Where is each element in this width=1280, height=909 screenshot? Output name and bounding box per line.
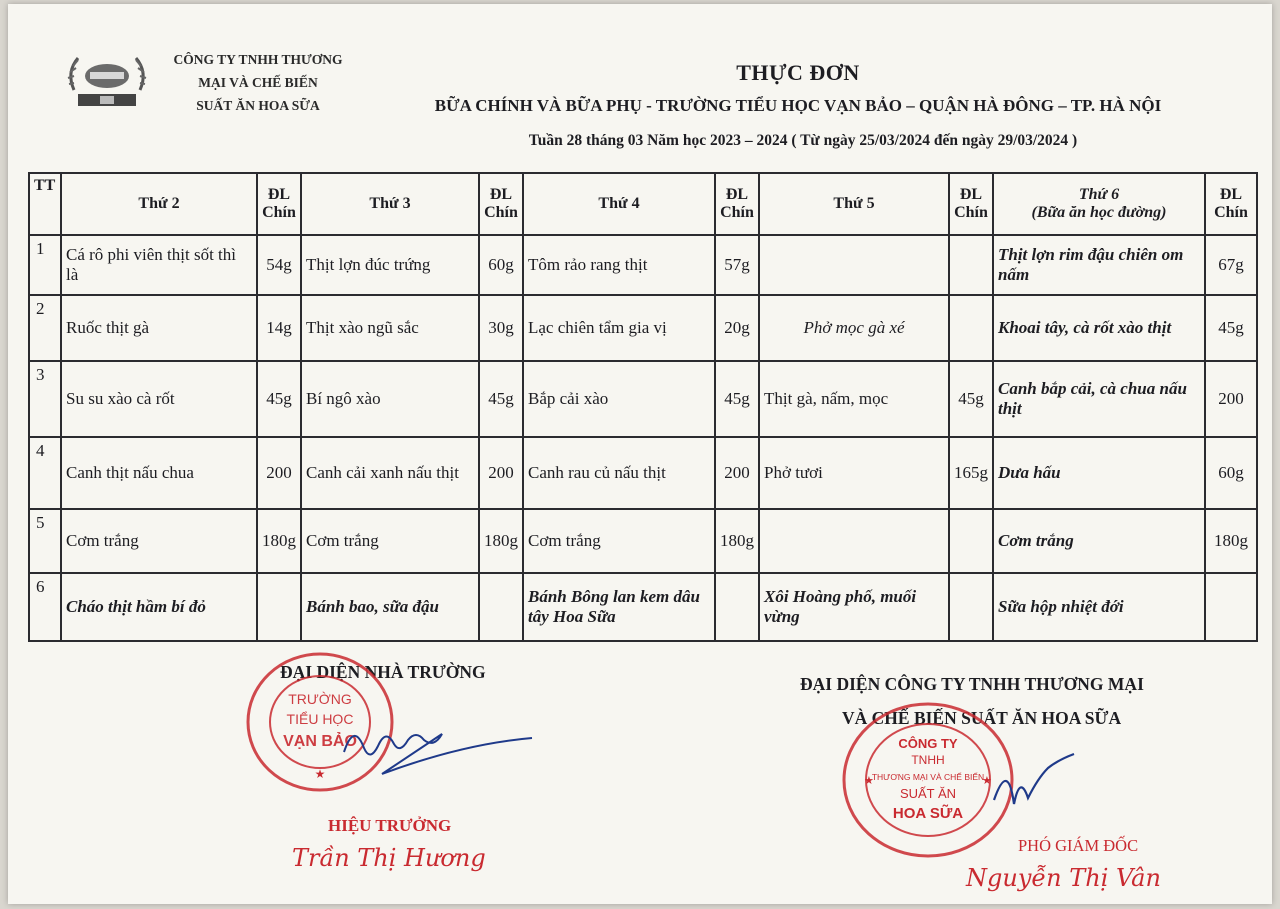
day6-qty-cell: 45g <box>1205 295 1257 361</box>
day3-qty-cell: 180g <box>479 509 523 573</box>
table-row <box>29 295 1257 361</box>
table-row <box>29 361 1257 437</box>
day3-qty-cell: 60g <box>479 235 523 295</box>
row-number-cell: 1 <box>29 235 61 295</box>
day4-qty-cell: 20g <box>715 295 759 361</box>
day6-qty-cell <box>1205 573 1257 641</box>
company-name-block <box>158 48 358 117</box>
day4-dish-cell: Cơm trắng <box>523 509 715 573</box>
day5-dish-cell: Phở tươi <box>759 437 949 509</box>
day2-qty-cell <box>257 573 301 641</box>
day2-qty-cell: 180g <box>257 509 301 573</box>
day2-dish-cell: Canh thịt nấu chua <box>61 437 257 509</box>
day5-qty-cell <box>949 573 993 641</box>
day5-dish-cell: Thịt gà, nấm, mọc <box>759 361 949 437</box>
svg-text:CÔNG TY: CÔNG TY <box>898 736 958 751</box>
table-row <box>29 573 1257 641</box>
table-row <box>29 437 1257 509</box>
day6-dish-cell: Dưa hấu <box>993 437 1205 509</box>
svg-text:TRƯỜNG: TRƯỜNG <box>288 691 352 707</box>
day5-qty-cell <box>949 295 993 361</box>
day3-qty-cell: 30g <box>479 295 523 361</box>
day4-dish-cell: Lạc chiên tẩm gia vị <box>523 295 715 361</box>
header-dl: ĐL Chín <box>1205 173 1257 235</box>
day6-dish-cell: Khoai tây, cà rốt xào thịt <box>993 295 1205 361</box>
day4-qty-cell: 200 <box>715 437 759 509</box>
header-day6-note: (Bữa ăn học đường) <box>1031 204 1167 221</box>
day5-qty-cell <box>949 235 993 295</box>
day3-dish-cell: Thịt xào ngũ sắc <box>301 295 479 361</box>
day6-qty-cell: 180g <box>1205 509 1257 573</box>
header-day5: Thứ 5 <box>759 173 949 235</box>
table-row <box>29 509 1257 573</box>
week-info: Tuần 28 tháng 03 Năm học 2023 – 2024 ( Từ ngày 25/03/2024 đến ngày 29/03/2024 ) <box>528 132 1078 149</box>
header-dl: ĐL Chín <box>257 173 301 235</box>
day2-dish-cell: Ruốc thịt gà <box>61 295 257 361</box>
header-day3: Thứ 3 <box>301 173 479 235</box>
table-row <box>29 235 1257 295</box>
day4-dish-cell: Canh rau củ nấu thịt <box>523 437 715 509</box>
header-day6-label: Thứ 6 <box>1078 186 1120 203</box>
day5-dish-cell: Xôi Hoàng phố, muối vừng <box>759 573 949 641</box>
svg-text:★: ★ <box>982 775 992 787</box>
svg-text:★: ★ <box>864 775 874 787</box>
day2-dish-cell: Cơm trắng <box>61 509 257 573</box>
day5-qty-cell: 45g <box>949 361 993 437</box>
day5-dish-cell <box>759 235 949 295</box>
day5-qty-cell: 165g <box>949 437 993 509</box>
company-line-3: SUẤT ĂN HOA SỮA <box>196 98 320 113</box>
day6-qty-cell: 60g <box>1205 437 1257 509</box>
company-rep-heading-1: ĐẠI DIỆN CÔNG TY TNHH THƯƠNG MẠI <box>800 674 1144 694</box>
header-tt: TT <box>29 173 61 235</box>
day3-qty-cell: 200 <box>479 437 523 509</box>
page-title: THỰC ĐƠN <box>736 60 860 85</box>
svg-text:SUẤT ĂN: SUẤT ĂN <box>899 786 957 801</box>
company-logo-icon <box>64 50 150 112</box>
day4-qty-cell: 57g <box>715 235 759 295</box>
day2-qty-cell: 200 <box>257 437 301 509</box>
school-signer-name: Trần Thị Hương <box>292 844 486 872</box>
svg-text:HOA SỮA: HOA SỮA <box>892 805 964 822</box>
day5-qty-cell <box>949 509 993 573</box>
company-signature-icon <box>990 748 1080 818</box>
day2-qty-cell: 14g <box>257 295 301 361</box>
company-line-2: MẠI VÀ CHẾ BIẾN <box>198 75 318 90</box>
day6-dish-cell: Canh bắp cải, cà chua nấu thịt <box>993 361 1205 437</box>
row-number-cell: 5 <box>29 509 61 573</box>
header-day4: Thứ 4 <box>523 173 715 235</box>
company-rep-heading-2: VÀ CHẾ BIẾN SUẤT ĂN HOA SỮA <box>842 708 1122 728</box>
day4-dish-cell: Tôm rảo rang thịt <box>523 235 715 295</box>
day3-qty-cell <box>479 573 523 641</box>
day4-qty-cell <box>715 573 759 641</box>
header-dl: ĐL Chín <box>949 173 993 235</box>
company-role: PHÓ GIÁM ĐỐC <box>1018 836 1139 855</box>
row-number-cell: 2 <box>29 295 61 361</box>
day5-dish-cell <box>759 509 949 573</box>
day6-dish-cell: Cơm trắng <box>993 509 1205 573</box>
page-subtitle: BỮA CHÍNH VÀ BỮA PHỤ - TRƯỜNG TIỂU HỌC VẠN BẢO – QUẬN HÀ ĐÔNG – TP. HÀ NỘI <box>434 96 1162 115</box>
company-signer-name: Nguyễn Thị Vân <box>966 864 1161 892</box>
day6-qty-cell: 200 <box>1205 361 1257 437</box>
day6-dish-cell: Sữa hộp nhiệt đới <box>993 573 1205 641</box>
day4-qty-cell: 45g <box>715 361 759 437</box>
header-day6 <box>993 173 1205 235</box>
day2-dish-cell: Cá rô phi viên thịt sốt thì là <box>61 235 257 295</box>
school-signature-icon <box>340 712 540 782</box>
day2-qty-cell: 45g <box>257 361 301 437</box>
svg-text:VẠN BẢO: VẠN BẢO <box>283 733 357 750</box>
day3-dish-cell: Canh cải xanh nấu thịt <box>301 437 479 509</box>
svg-text:THƯƠNG MẠI VÀ CHẾ BIẾN: THƯƠNG MẠI VÀ CHẾ BIẾN <box>871 772 985 782</box>
table-header-row <box>29 173 1257 235</box>
row-number-cell: 3 <box>29 361 61 437</box>
day3-dish-cell: Thịt lợn đúc trứng <box>301 235 479 295</box>
day6-dish-cell: Thịt lợn rim đậu chiên om nấm <box>993 235 1205 295</box>
svg-text:TIỂU HỌC: TIỂU HỌC <box>286 711 354 727</box>
svg-text:★: ★ <box>314 767 326 781</box>
header-dl: ĐL Chín <box>715 173 759 235</box>
day3-dish-cell: Cơm trắng <box>301 509 479 573</box>
school-role: HIỆU TRƯỞNG <box>328 816 452 835</box>
day3-qty-cell: 45g <box>479 361 523 437</box>
day2-dish-cell: Su su xào cà rốt <box>61 361 257 437</box>
day3-dish-cell: Bánh bao, sữa đậu <box>301 573 479 641</box>
menu-table-body <box>29 235 1257 641</box>
day2-dish-cell: Cháo thịt hầm bí đỏ <box>61 573 257 641</box>
day6-qty-cell: 67g <box>1205 235 1257 295</box>
day4-dish-cell: Bắp cải xào <box>523 361 715 437</box>
day4-dish-cell: Bánh Bông lan kem dâu tây Hoa Sữa <box>523 573 715 641</box>
school-rep-heading: ĐẠI DIỆN NHÀ TRƯỜNG <box>280 662 486 682</box>
day2-qty-cell: 54g <box>257 235 301 295</box>
header-dl: ĐL Chín <box>479 173 523 235</box>
day4-qty-cell: 180g <box>715 509 759 573</box>
row-number-cell: 4 <box>29 437 61 509</box>
company-line-1: CÔNG TY TNHH THƯƠNG <box>173 52 343 67</box>
svg-text:TNHH: TNHH <box>911 753 945 767</box>
menu-table <box>28 172 1258 642</box>
day3-dish-cell: Bí ngô xào <box>301 361 479 437</box>
row-number-cell: 6 <box>29 573 61 641</box>
header-day2: Thứ 2 <box>61 173 257 235</box>
day5-dish-cell: Phở mọc gà xé <box>759 295 949 361</box>
